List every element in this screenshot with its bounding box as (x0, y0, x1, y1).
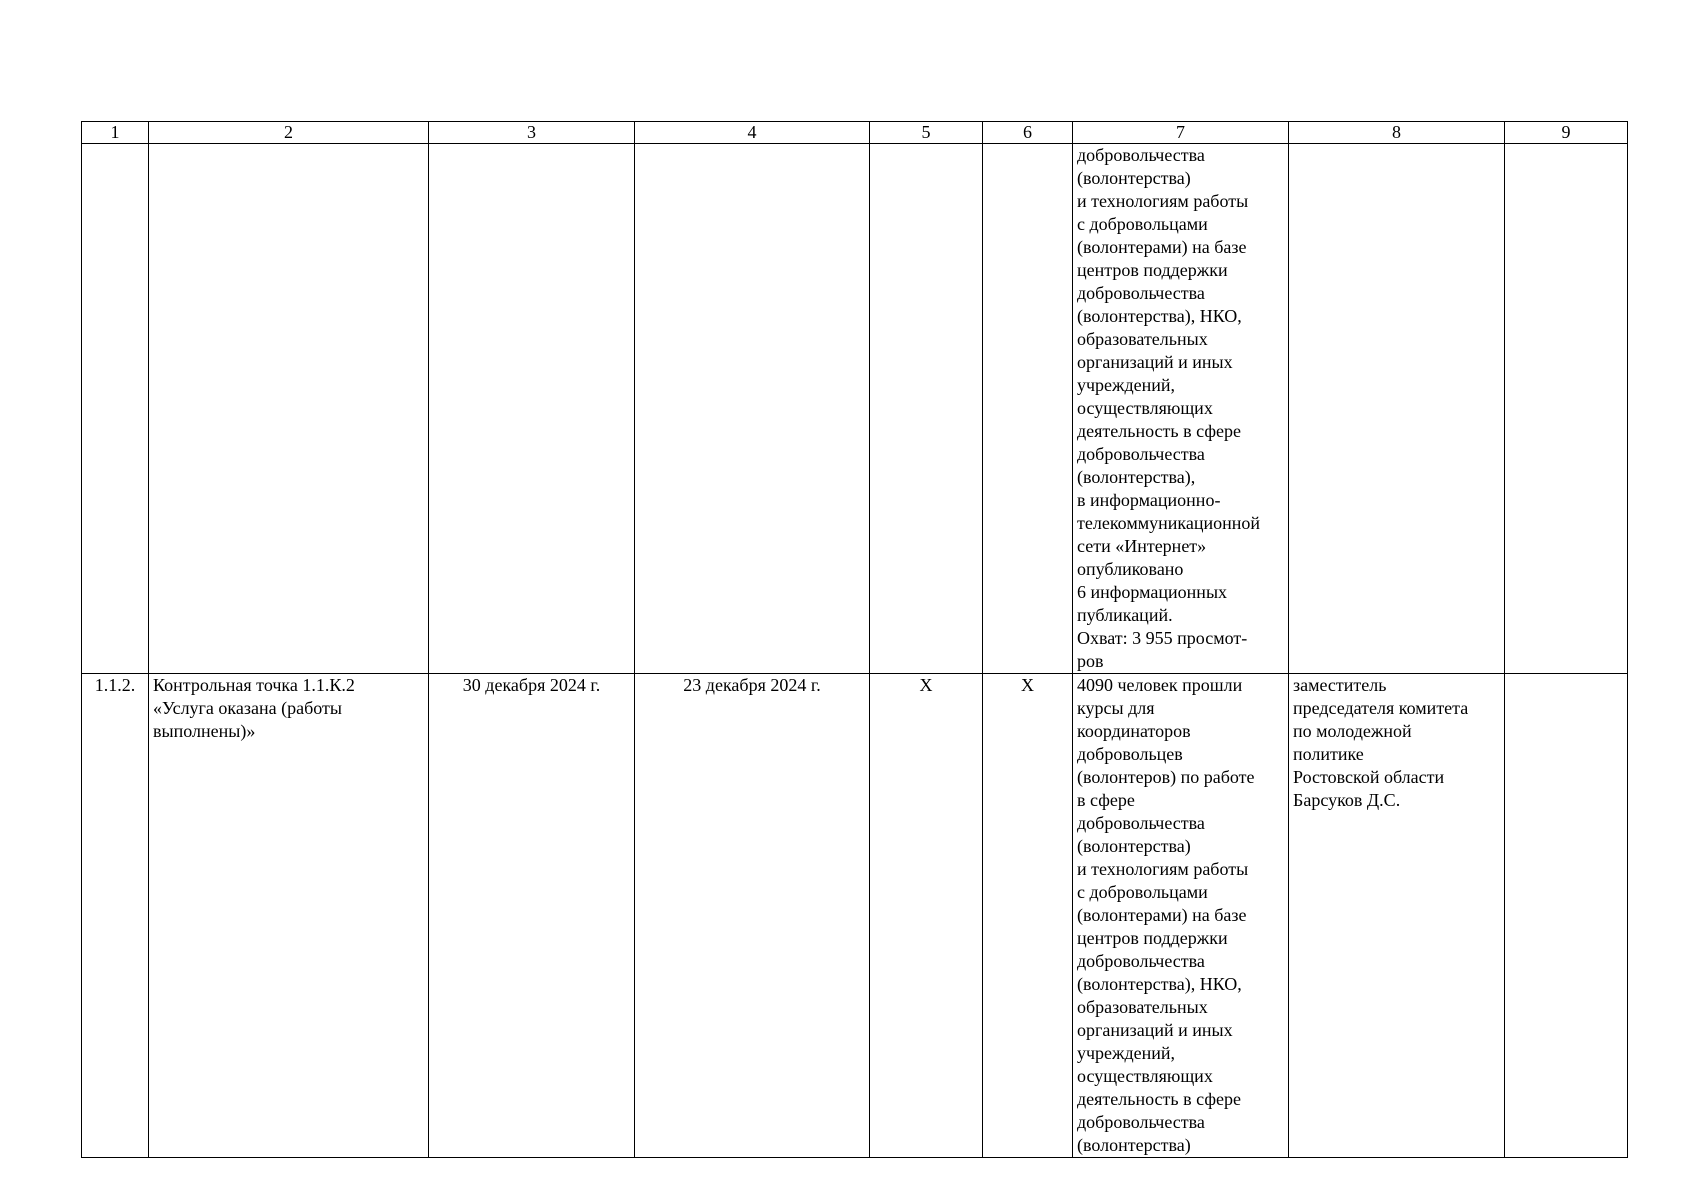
table-row (82, 144, 1628, 674)
row-number-cell (82, 144, 149, 674)
row-number-cell: 1.1.2. (82, 674, 149, 1158)
header-cell: 1 (82, 122, 149, 144)
header-cell: 4 (635, 122, 870, 144)
header-cell: 6 (983, 122, 1073, 144)
column-6-cell (983, 144, 1073, 674)
actual-date-cell: 23 декабря 2024 г. (635, 674, 870, 1158)
row-name-cell: Контрольная точка 1.1.К.2 «Услуга оказана (работы выполнены)» (149, 674, 429, 1158)
column-5-cell: X (870, 674, 983, 1158)
header-cell: 8 (1289, 122, 1505, 144)
planned-date-cell: 30 декабря 2024 г. (429, 674, 635, 1158)
column-9-cell (1505, 144, 1628, 674)
header-cell: 2 (149, 122, 429, 144)
result-cell: добровольчества (волонтерства) и технологиям работы с добровольцами (волонтерами) на базе центров поддержки добровольчества (волонтерства), НКО, образовательных организаций и иных учреждений, осуществляющих деятельность в сфере добровольчества (волонтерства), в информационно- телекоммуникационной сети «Интернет» опубликовано 6 информационных публикаций. Охват: 3 955 просмот- ров (1073, 144, 1289, 674)
header-cell: 7 (1073, 122, 1289, 144)
column-6-cell: X (983, 674, 1073, 1158)
header-row (82, 122, 1628, 144)
column-9-cell (1505, 674, 1628, 1158)
result-cell: 4090 человек прошли курсы для координаторов добровольцев (волонтеров) по работе в сфере добровольчества (волонтерства) и технологиям работы с добровольцами (волонтерами) на базе центров поддержки добровольчества (волонтерства), НКО, образовательных организаций и иных учреждений, осуществляющих деятельность в сфере добровольчества (волонтерства) (1073, 674, 1289, 1158)
actual-date-cell (635, 144, 870, 674)
responsible-cell: заместитель председателя комитета по молодежной политике Ростовской области Барсуков Д.С. (1289, 674, 1505, 1158)
responsible-cell (1289, 144, 1505, 674)
table-row (82, 674, 1628, 1158)
header-cell: 3 (429, 122, 635, 144)
header-cell: 5 (870, 122, 983, 144)
column-5-cell (870, 144, 983, 674)
planned-date-cell (429, 144, 635, 674)
header-cell: 9 (1505, 122, 1628, 144)
row-name-cell (149, 144, 429, 674)
report-table (81, 121, 1628, 1158)
